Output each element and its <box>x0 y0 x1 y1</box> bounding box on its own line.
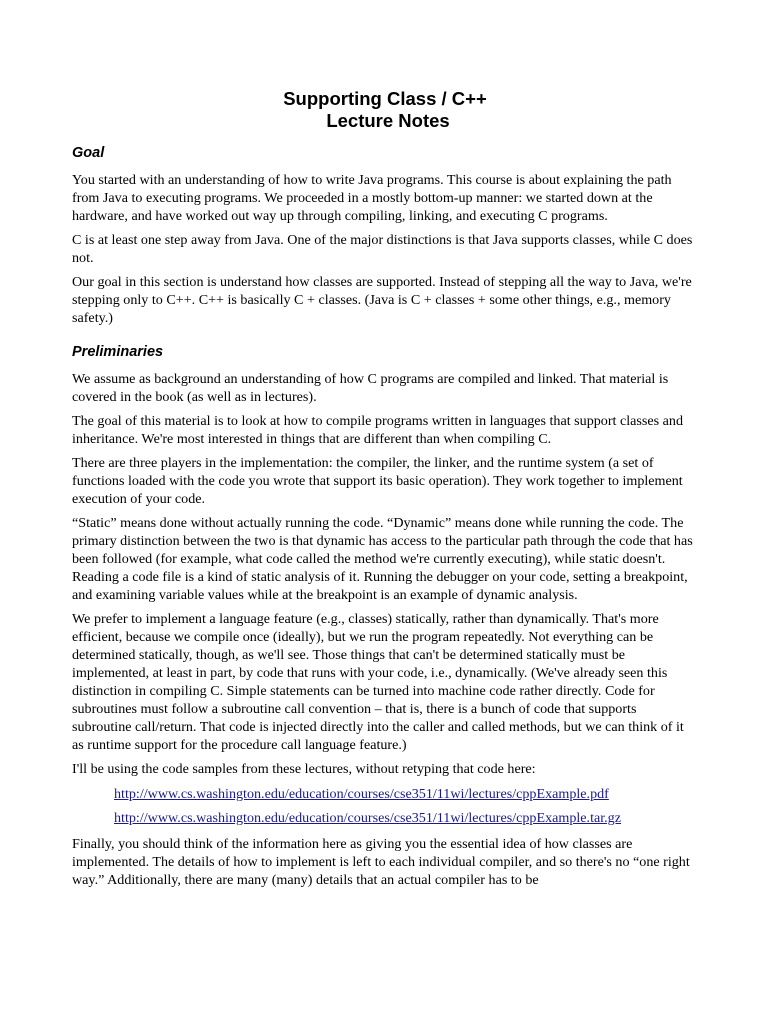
cpp-example-pdf-link[interactable]: http://www.cs.washington.edu/education/courses/cse351/11wi/lectures/cppExample.pdf <box>114 786 609 802</box>
preliminaries-paragraph-6: I'll be using the code samples from these lectures, without retyping that code here: <box>72 761 536 777</box>
goal-paragraph-2: C is at least one step away from Java. One of the major distinctions is that Java supports classes, while C does not. <box>72 232 693 266</box>
preliminaries-paragraph-5: We prefer to implement a language feature (e.g., classes) statically, rather than dynamically. That's more efficient, because we compile once (ideally), but we run the program repeatedly. Not everything can be determined statically, though, as we'll see. Those things that can't be determined statically must be implemented, at least in part, by code that runs with your code, i.e., dynamically. (We've already seen this distinction in compiling C. Simple statements can be turned into machine code rather directly. Code for subroutines must follow a subroutine call convention – that is, there is a bunch of code that supports subroutine call/return. That code is injected directly into the caller and called methods, but we can think of it as runtime support for the procedure call language feature.) <box>72 611 684 753</box>
code-sample-links <box>114 785 698 827</box>
goal-paragraph-1: You started with an understanding of how to write Java programs. This course is about explaining the path from Java to executing programs. We proceeded in a mostly bottom-up manner: we started down at the hardware, and have worked out way up through compiling, linking, and executing C programs. <box>72 172 672 224</box>
goal-paragraph-3: Our goal in this section is understand how classes are supported. Instead of stepping all the way to Java, we're stepping only to C++. C++ is basically C + classes. (Java is C + classes + some other things, e.g., memory safety.) <box>72 274 692 326</box>
document-page <box>72 88 698 895</box>
preliminaries-heading: Preliminaries <box>72 344 164 360</box>
page-title <box>72 88 698 132</box>
cpp-example-tar-link[interactable]: http://www.cs.washington.edu/education/courses/cse351/11wi/lectures/cppExample.tar.gz <box>114 810 621 826</box>
final-paragraph: Finally, you should think of the information here as giving you the essential idea of how classes are implemented. The details of how to implement is left to each individual compiler, and so there's no “one right way.” Additionally, there are many (many) details that an actual compiler has to be <box>72 836 690 888</box>
title-line-2: Lecture Notes <box>326 110 450 131</box>
goal-heading: Goal <box>72 145 105 161</box>
preliminaries-paragraph-2: The goal of this material is to look at how to compile programs written in languages that support classes and inheritance. We're most interested in things that are different than when compiling C. <box>72 413 683 447</box>
title-line-1: Supporting Class / C++ <box>283 88 487 109</box>
preliminaries-paragraph-3: There are three players in the implementation: the compiler, the linker, and the runtime system (a set of functions loaded with the code you wrote that support its basic operation). They work together to implement execution of your code. <box>72 455 683 507</box>
preliminaries-paragraph-4: “Static” means done without actually running the code. “Dynamic” means done while running the code. The primary distinction between the two is that dynamic has access to the particular path through the code that has been followed (for example, what code called the method we're currently executing), while static doesn't. Reading a code file is a kind of static analysis of it. Running the debugger on your code, setting a breakpoint, and examining variable values while at the breakpoint is an example of dynamic analysis. <box>72 515 693 603</box>
preliminaries-paragraph-1: We assume as background an understanding of how C programs are compiled and linked. That material is covered in the book (as well as in lectures). <box>72 371 669 405</box>
